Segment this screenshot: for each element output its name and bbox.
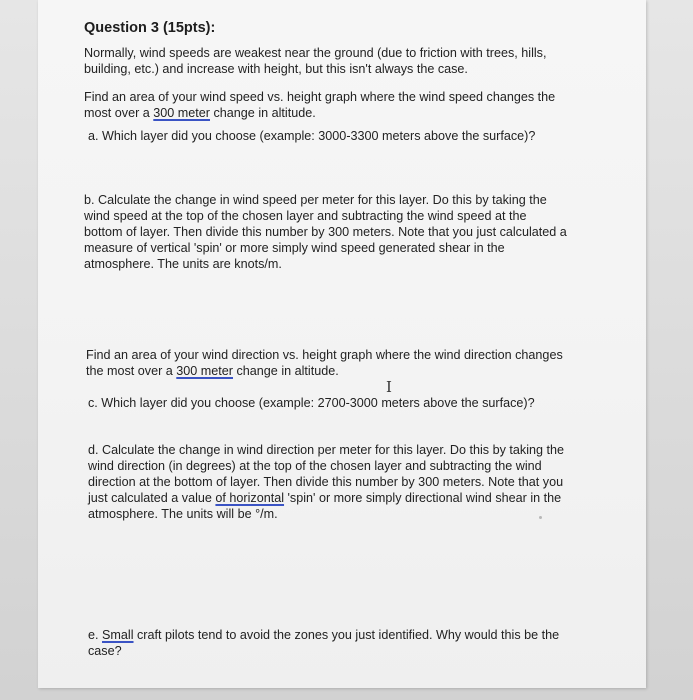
- part-d-line-2: wind direction (in degrees) at the top of the chosen layer and subtracting the wind: [88, 459, 542, 473]
- part-b-line-2: wind speed at the top of the chosen layer and subtracting the wind speed at the: [84, 209, 527, 223]
- part-d-line-5: atmosphere. The units will be °/m.: [88, 507, 278, 521]
- direction-find-line-1: Find an area of your wind direction vs. height graph where the wind direction changes: [86, 348, 563, 362]
- text-cursor-icon: I: [386, 378, 392, 396]
- spellcheck-underline: 300 meter: [153, 106, 210, 120]
- spellcheck-underline: of horizontal: [215, 491, 285, 505]
- part-b-line-3: bottom of layer. Then divide this number by 300 meters. Note that you just calculated a: [84, 225, 567, 239]
- speed-find-line-1: Find an area of your wind speed vs. height graph where the wind speed changes the: [84, 90, 556, 104]
- part-e-line-1: e. Small craft pilots tend to avoid the zones you just identified. Why would this be the: [88, 628, 560, 642]
- part-b-line-1: b. Calculate the change in wind speed per meter for this layer. Do this by taking the: [84, 193, 547, 207]
- intro-line-2: building, etc.) and increase with height, but this isn't always the case.: [84, 62, 468, 76]
- direction-find-line-2: the most over a 300 meter change in altitude.: [86, 364, 339, 378]
- part-a-question: a. Which layer did you choose (example: 3000-3300 meters above the surface)?: [88, 129, 536, 143]
- intro-line-1: Normally, wind speeds are weakest near the ground (due to friction with trees, hills,: [84, 46, 547, 60]
- part-d-line-3: direction at the bottom of layer. Then divide this number by 300 meters. Note that you: [88, 475, 564, 489]
- spellcheck-underline: Small: [102, 628, 134, 642]
- part-b-line-5: atmosphere. The units are knots/m.: [84, 257, 282, 271]
- spellcheck-underline: 300 meter: [176, 364, 233, 378]
- part-e-line-2: case?: [88, 644, 122, 658]
- part-c-question: c. Which layer did you choose (example: 2700-3000 meters above the surface)?: [88, 396, 535, 410]
- part-b-line-4: measure of vertical 'spin' or more simply wind speed generated shear in the: [84, 241, 505, 255]
- paper-speck: [539, 516, 542, 519]
- question-title: Question 3 (15pts):: [84, 20, 216, 36]
- speed-find-line-2: most over a 300 meter change in altitude.: [84, 106, 316, 120]
- part-d-line-1: d. Calculate the change in wind direction per meter for this layer. Do this by taking the: [88, 443, 565, 457]
- part-d-line-4: just calculated a value of horizontal 'spin' or more simply directional wind shear in the: [88, 491, 562, 505]
